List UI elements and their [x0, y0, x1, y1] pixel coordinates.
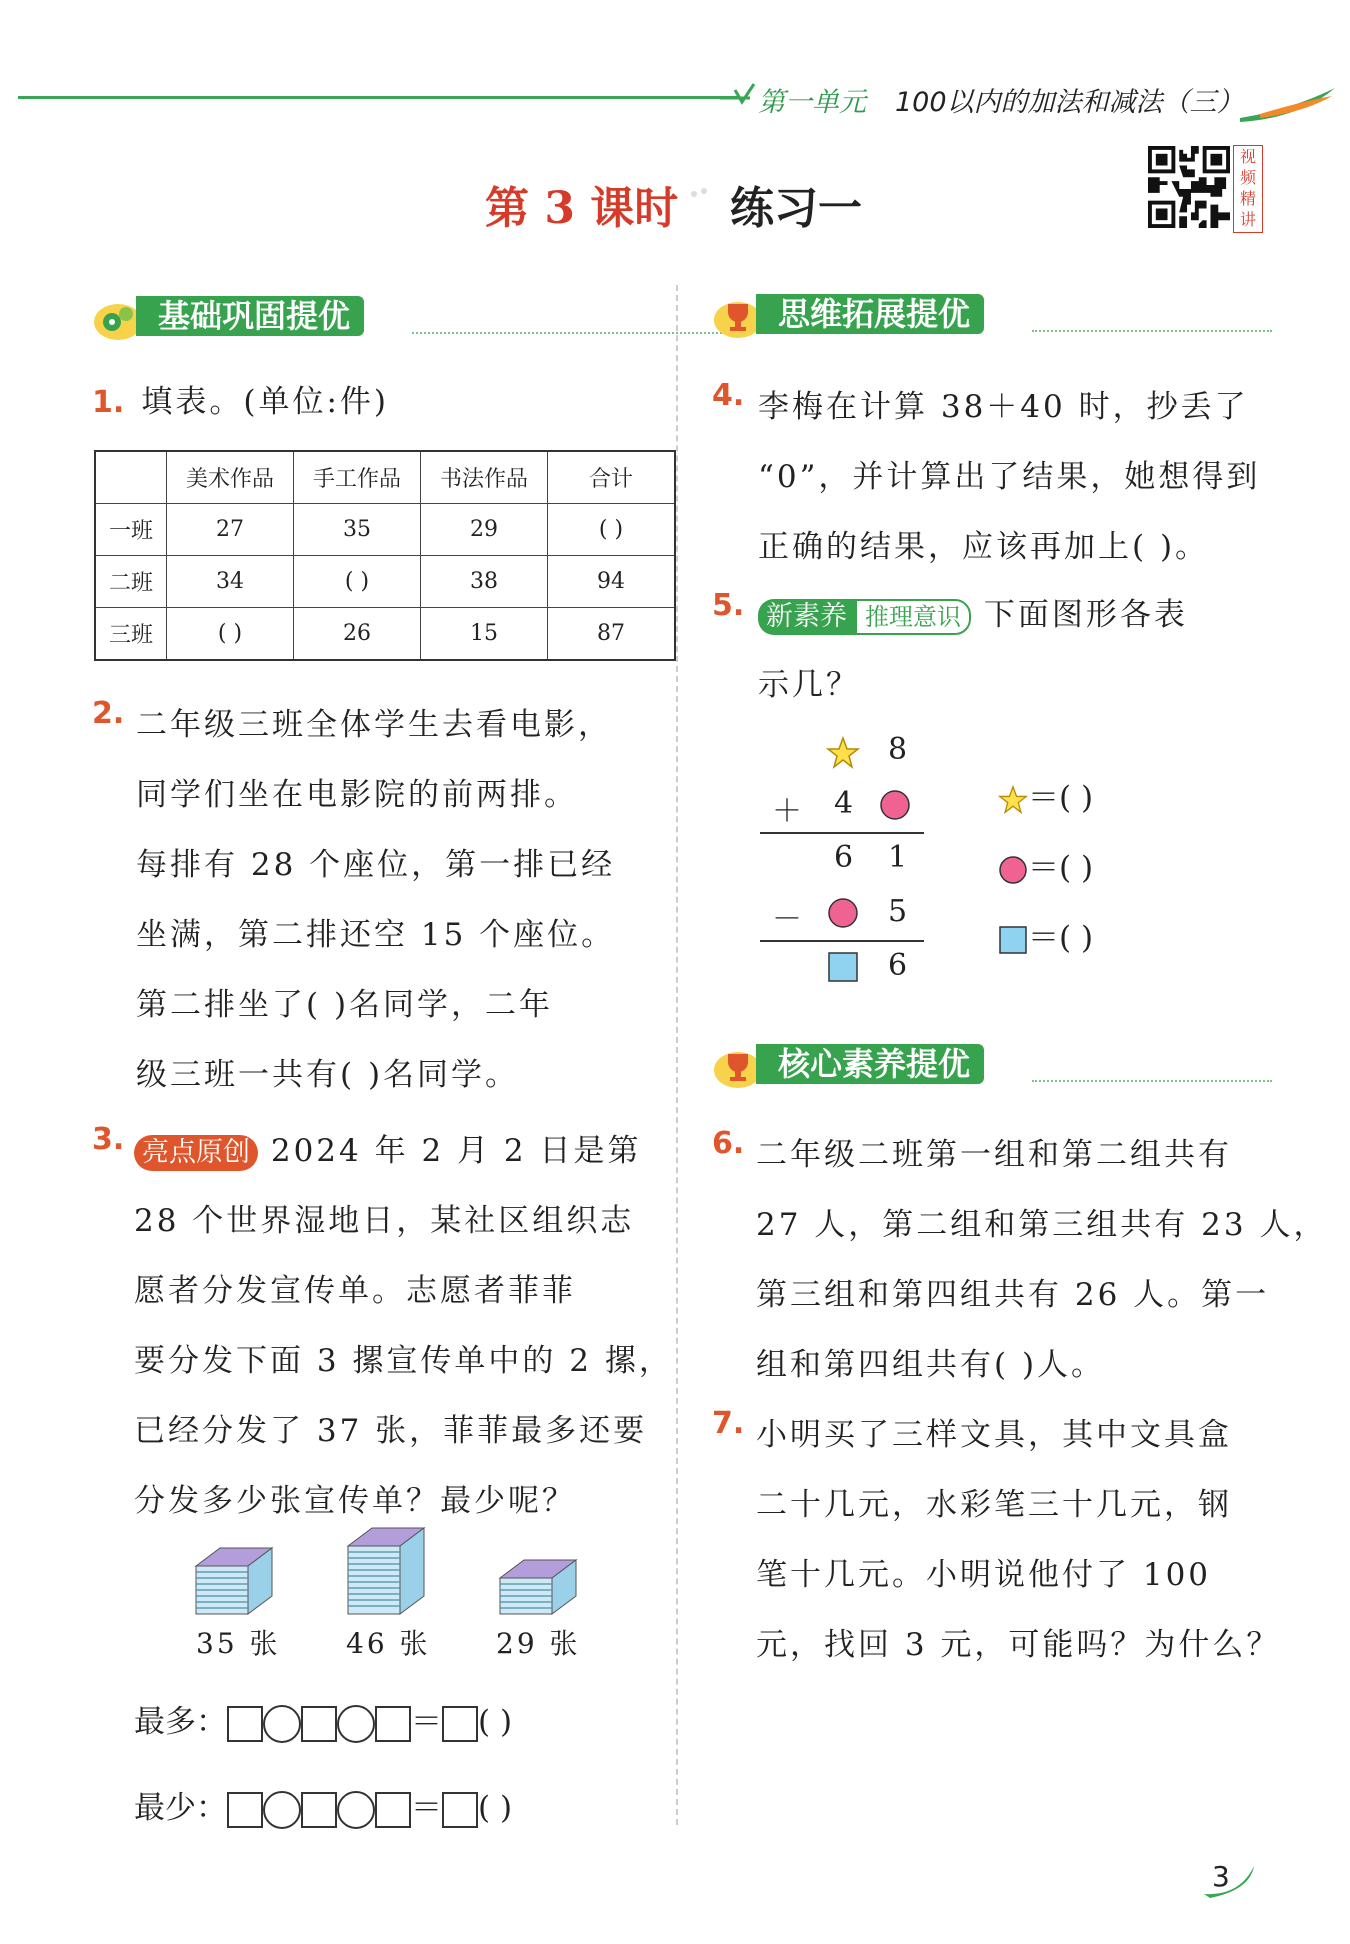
table-cell: 15	[421, 608, 548, 661]
q6-line: 组和第四组共有( )人。	[756, 1347, 1106, 1383]
answer-box[interactable]	[442, 1792, 478, 1828]
table-cell: 34	[167, 556, 294, 608]
q2-number: 2.	[92, 696, 125, 731]
table-cell: 29	[421, 504, 548, 556]
q3-line: 已经分发了 37 张，菲菲最多还要	[134, 1413, 648, 1449]
q3-line: 愿者分发宣传单。志愿者菲菲	[134, 1273, 576, 1309]
q4-number: 4.	[712, 378, 745, 413]
table-cell: 一班	[95, 504, 167, 556]
q2-line: 同学们坐在电影院的前两排。	[136, 777, 578, 813]
calc-digit: 6	[888, 948, 908, 983]
section-rule	[1032, 330, 1272, 332]
q1	[92, 376, 389, 421]
table-header-row	[95, 451, 675, 504]
stack-label: 46 张	[346, 1627, 431, 1660]
page-swoosh	[1200, 1860, 1260, 1900]
qr-label: 视 频 精 讲	[1233, 145, 1263, 233]
table-cell: 87	[548, 608, 676, 661]
answer-box[interactable]	[227, 1706, 263, 1742]
q7-line: 元，找回 3 元，可能吗？为什么？	[756, 1627, 1281, 1663]
operator-circle[interactable]	[263, 1791, 301, 1829]
table-cell: 94	[548, 556, 676, 608]
stack-label: 29 张	[496, 1627, 581, 1660]
table-cell	[95, 451, 167, 504]
q2-line: 级三班一共有( )名同学。	[136, 1057, 520, 1093]
q1-text: 填表。(单位:件)	[141, 384, 390, 420]
equals-sign: ＝	[411, 1790, 442, 1826]
answer-box[interactable]	[301, 1706, 337, 1742]
lesson-number: 第 3 课时	[485, 183, 679, 234]
star-icon	[998, 785, 1028, 815]
q7-line: 笔十几元。小明说他付了 100	[756, 1557, 1212, 1593]
circle-shape-icon	[878, 788, 912, 822]
table-header-cell: 手工作品	[294, 451, 421, 504]
q6-number: 6.	[712, 1126, 745, 1161]
q5-vertical-calc	[760, 726, 930, 996]
q3-line: 28 个世界湿地日，某社区组织志	[134, 1203, 635, 1239]
table-answer-blank[interactable]: ( )	[294, 556, 421, 608]
operator-circle[interactable]	[337, 1705, 375, 1743]
operator-circle[interactable]	[337, 1791, 375, 1829]
table-row	[95, 504, 675, 556]
stack-label: 35 张	[196, 1627, 281, 1660]
answer-blank[interactable]: ＝( )	[1028, 780, 1094, 816]
q1-number: 1.	[92, 385, 125, 420]
q2-line: 第二排坐了( )名同学，二年	[136, 987, 554, 1023]
q3-line: 2024 年 2 月 2 日是第	[270, 1133, 642, 1169]
unit-blank[interactable]: ( )	[478, 1790, 513, 1826]
q5-number: 5.	[712, 588, 745, 623]
table-cell: 35	[294, 504, 421, 556]
q3-number: 3.	[92, 1122, 125, 1157]
q3-line: 要分发下面 3 摞宣传单中的 2 摞，	[134, 1343, 673, 1379]
plus-sign: ＋	[772, 794, 802, 829]
q5-line: 示几？	[758, 667, 860, 703]
calc-rule	[760, 832, 924, 834]
flyer-stack-icon	[494, 1552, 584, 1620]
flyer-stack-icon	[342, 1520, 432, 1620]
lesson-name: 练习一	[730, 183, 862, 234]
calc-digit: 1	[888, 840, 908, 875]
q3-most-row	[134, 1696, 512, 1743]
section-thinking-banner	[712, 290, 1272, 336]
section-thinking-title: 思维拓展提优	[756, 294, 984, 334]
answer-box[interactable]	[227, 1792, 263, 1828]
q2-line: 每排有 28 个座位，第一排已经	[136, 847, 616, 883]
square-answer	[998, 912, 1093, 957]
q6-line: 27 人，第二组和第三组共有 23 人，	[756, 1207, 1328, 1243]
square-shape-icon	[826, 950, 860, 984]
q4-line: “0”，并计算出了结果，她想得到	[758, 459, 1261, 495]
calc-rule	[760, 940, 924, 942]
q4-text	[758, 372, 1260, 582]
minus-sign: －	[772, 902, 802, 937]
q6-line: 第三组和第四组共有 26 人。第一	[756, 1277, 1270, 1313]
most-label: 最多：	[134, 1704, 227, 1740]
unit-blank[interactable]: ( )	[478, 1704, 513, 1740]
calc-digit: 5	[888, 894, 908, 929]
circle-answer	[998, 842, 1093, 887]
answer-box[interactable]	[301, 1792, 337, 1828]
title-sparkle	[690, 186, 714, 200]
q2-text	[136, 690, 615, 1110]
star-icon	[826, 736, 860, 770]
table-header-cell: 美术作品	[167, 451, 294, 504]
q7-number: 7.	[712, 1406, 745, 1441]
equals-sign: ＝	[411, 1704, 442, 1740]
q1-table	[94, 450, 676, 661]
q5-line: 下面图形各表	[983, 597, 1188, 633]
q7-line: 小明买了三样文具，其中文具盒	[756, 1417, 1232, 1453]
table-cell: 二班	[95, 556, 167, 608]
section-core-banner	[712, 1040, 1272, 1086]
calc-digit: 8	[888, 732, 908, 767]
answer-box[interactable]	[375, 1792, 411, 1828]
answer-box[interactable]	[375, 1706, 411, 1742]
q5-tag-sub: 推理意识	[855, 599, 971, 635]
circle-shape-icon	[826, 896, 860, 930]
q5-text	[758, 580, 1188, 720]
least-label: 最少：	[134, 1790, 227, 1826]
q3-least-row	[134, 1782, 512, 1829]
q3-text	[134, 1116, 673, 1536]
table-answer-blank[interactable]: ( )	[167, 608, 294, 661]
unit-title: 100以内的加法和减法（三）	[895, 87, 1244, 118]
circle-shape-icon	[998, 855, 1028, 885]
q4-line: 李梅在计算 38＋40 时，抄丢了	[758, 389, 1249, 425]
calc-digit: 6	[834, 840, 854, 875]
q5-tag: 新素养	[758, 599, 855, 635]
page-number: 3	[1212, 1860, 1230, 1893]
answer-blank[interactable]: ＝( )	[1028, 920, 1094, 956]
q4-line: 正确的结果，应该再加上( )。	[758, 529, 1210, 565]
q6-line: 二年级二班第一组和第二组共有	[756, 1137, 1232, 1173]
operator-circle[interactable]	[263, 1705, 301, 1743]
table-header-cell: 书法作品	[421, 451, 548, 504]
table-row	[95, 556, 675, 608]
q7-line: 二十几元，水彩笔三十几元，钢	[756, 1487, 1232, 1523]
table-cell: 三班	[95, 608, 167, 661]
square-shape-icon	[998, 925, 1028, 955]
answer-blank[interactable]: ＝( )	[1028, 850, 1094, 886]
q6-text	[756, 1120, 1327, 1400]
section-rule	[412, 332, 742, 334]
table-row	[95, 608, 675, 661]
column-divider	[676, 285, 678, 1825]
table-answer-blank[interactable]: ( )	[548, 504, 676, 556]
calc-digit: 4	[834, 786, 854, 821]
section-core-title: 核心素养提优	[756, 1044, 984, 1084]
q7-text	[756, 1400, 1280, 1680]
star-answer	[998, 772, 1093, 817]
table-header-cell: 合计	[548, 451, 676, 504]
table-cell: 38	[421, 556, 548, 608]
section-basic-banner	[92, 292, 652, 338]
section-rule	[1032, 1080, 1272, 1082]
answer-box[interactable]	[442, 1706, 478, 1742]
q2-line: 二年级三班全体学生去看电影，	[136, 707, 612, 743]
header-rule	[18, 96, 738, 99]
q2-line: 坐满，第二排还空 15 个座位。	[136, 917, 616, 953]
section-basic-title: 基础巩固提优	[136, 296, 364, 336]
q3-tag: 亮点原创	[134, 1135, 258, 1171]
qr-code-icon[interactable]	[1148, 145, 1230, 229]
table-cell: 26	[294, 608, 421, 661]
unit-label: 第一单元	[758, 87, 866, 118]
flyer-stack-icon	[190, 1540, 280, 1620]
table-cell: 27	[167, 504, 294, 556]
q3-line: 分发多少张宣传单？最少呢？	[134, 1483, 576, 1519]
